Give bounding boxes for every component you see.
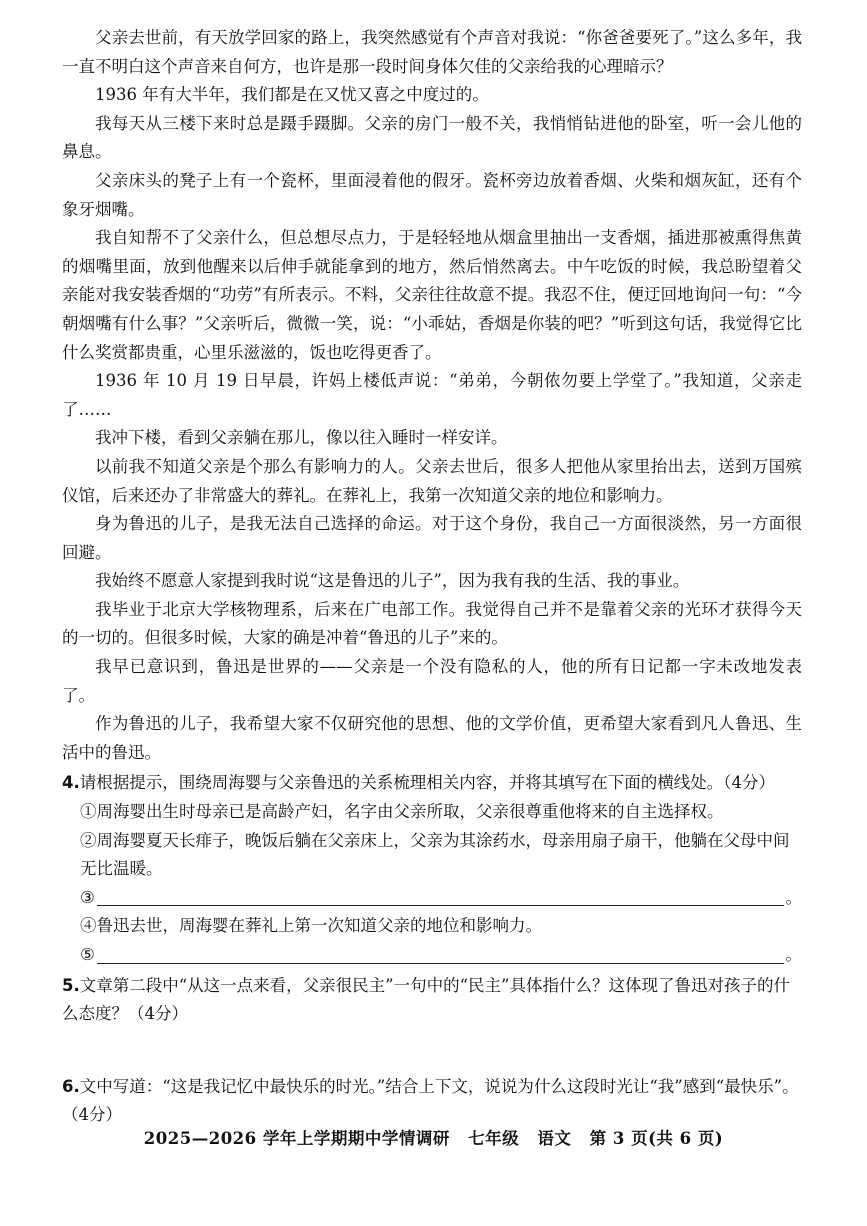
hint-text: 周海婴出生时母亲已是高龄产妇，名字由父亲所取，父亲很尊重他将来的自主选择权。 bbox=[96, 802, 724, 822]
question-text: 文章第二段中“从这一点来看，父亲很民主”一句中的“民主”具体指什么？这体现了鲁迅对孩子的什么态度？（4分） bbox=[62, 975, 790, 1024]
hint-item-1 bbox=[62, 798, 802, 827]
question-5-prompt bbox=[62, 972, 802, 1029]
hint-item-2 bbox=[62, 827, 802, 884]
question-text: 文中写道：“这是我记忆中最快乐的时光。”结合上下文，说说为什么这段时光让“我”感到“最快乐”。（4分） bbox=[62, 1076, 799, 1125]
passage-paragraph: 我冲下楼，看到父亲躺在那儿，像以往入睡时一样安详。 bbox=[95, 428, 508, 448]
hint-item-4 bbox=[62, 912, 802, 941]
passage-paragraph: 以前我不知道父亲是个那么有影响力的人。父亲去世后，很多人把他从家里抬出去，送到万国殡仪馆，后来还办了非常盛大的葬礼。在葬礼上，我第一次知道父亲的地位和影响力。 bbox=[62, 456, 802, 505]
question-6-prompt bbox=[62, 1073, 802, 1130]
question-number: 5. bbox=[62, 975, 80, 995]
hint-mark: ① bbox=[80, 802, 97, 822]
hint-text: 鲁迅去世，周海婴在葬礼上第一次知道父亲的地位和影响力。 bbox=[96, 916, 542, 936]
hint-mark: ② bbox=[80, 830, 97, 850]
reading-passage bbox=[62, 24, 802, 767]
question-4 bbox=[62, 769, 802, 969]
fill-in-line[interactable] bbox=[97, 963, 784, 964]
passage-paragraph: 我始终不愿意人家提到我时说“这是鲁迅的儿子”，因为我有我的生活、我的事业。 bbox=[95, 571, 690, 591]
exam-page bbox=[62, 24, 802, 1130]
grade-label: 七年级 bbox=[468, 1129, 520, 1148]
passage-paragraph: 1936 年 10 月 19 日早晨，许妈上楼低声说：“弟弟，今朝侬勿要上学堂了。”我知道，父亲走了…… bbox=[62, 371, 802, 419]
passage-paragraph: 父亲床头的凳子上有一个瓷杯，里面浸着他的假牙。瓷杯旁边放着香烟、火柴和烟灰缸，还有个象牙烟嘴。 bbox=[62, 170, 802, 219]
answer-blank-3[interactable] bbox=[62, 884, 802, 913]
question-text: 请根据提示，围绕周海婴与父亲鲁迅的关系梳理相关内容，并将其填写在下面的横线处。（4分） bbox=[79, 773, 775, 793]
question-6 bbox=[62, 1073, 802, 1130]
page-footer bbox=[0, 1125, 867, 1149]
question-number: 6. bbox=[62, 1076, 80, 1096]
blank-end-punct: 。 bbox=[785, 945, 802, 964]
blank-end-punct: 。 bbox=[785, 887, 802, 907]
answer-blank-5[interactable] bbox=[62, 941, 802, 970]
fill-in-line[interactable] bbox=[97, 905, 784, 906]
answer-space[interactable] bbox=[62, 1029, 802, 1071]
question-4-prompt bbox=[62, 769, 802, 798]
question-5 bbox=[62, 972, 802, 1071]
passage-paragraph: 父亲去世前，有天放学回家的路上，我突然感觉有个声音对我说：“你爸爸要死了。”这么多年，我一直不明白这个声音来自何方，也许是那一段时间身体欠佳的父亲给我的心理暗示？ bbox=[62, 28, 802, 76]
subject-label: 语文 bbox=[537, 1129, 572, 1148]
passage-paragraph: 我毕业于北京大学核物理系，后来在广电部工作。我觉得自己并不是靠着父亲的光环才获得今天的一切的。但很多时候，大家的确是冲着“鲁迅的儿子”来的。 bbox=[62, 599, 802, 648]
passage-paragraph: 身为鲁迅的儿子，是我无法自己选择的命运。对于这个身份，我自己一方面很淡然，另一方面很回避。 bbox=[62, 514, 802, 562]
passage-paragraph: 我每天从三楼下来时总是蹑手蹑脚。父亲的房门一般不关，我悄悄钻进他的卧室，听一会儿他的鼻息。 bbox=[62, 113, 802, 162]
question-number: 4. bbox=[62, 773, 80, 793]
exam-title: 2025—2026 学年上学期期中学情调研 bbox=[143, 1129, 450, 1148]
passage-paragraph: 我早已意识到，鲁迅是世界的——父亲是一个没有隐私的人，他的所有日记都一字未改地发表了。 bbox=[62, 657, 802, 705]
hint-mark: ④ bbox=[80, 916, 97, 936]
hint-mark: ③ bbox=[80, 887, 95, 907]
passage-paragraph: 1936 年有大半年，我们都是在又忧又喜之中度过的。 bbox=[95, 85, 489, 105]
hint-text: 周海婴夏天长痱子，晚饭后躺在父亲床上，父亲为其涂药水，母亲用扇子扇干，他躺在父母中间无比温暖。 bbox=[80, 830, 790, 879]
passage-paragraph: 我自知帮不了父亲什么，但总想尽点力，于是轻轻地从烟盒里抽出一支香烟，插进那被熏得焦黄的烟嘴里面，放到他醒来以后伸手就能拿到的地方，然后悄然离去。中午吃饭的时候，我总盼望着父亲能对我安装香烟的“功劳”有所表示。不料，父亲往往故意不提。我忍不住，便迂回地询问一句：“今朝烟嘴有什么事？”父亲听后，微微一笑，说：“小乖姑，香烟是你装的吧？”听到这句话，我觉得它比什么奖赏都贵重，心里乐滋滋的，饭也吃得更香了。 bbox=[62, 228, 802, 362]
hint-mark: ⑤ bbox=[80, 945, 95, 964]
passage-paragraph: 作为鲁迅的儿子，我希望大家不仅研究他的思想、他的文学价值，更希望大家看到凡人鲁迅、生活中的鲁迅。 bbox=[62, 714, 802, 762]
page-number: 第 3 页(共 6 页) bbox=[589, 1129, 724, 1148]
